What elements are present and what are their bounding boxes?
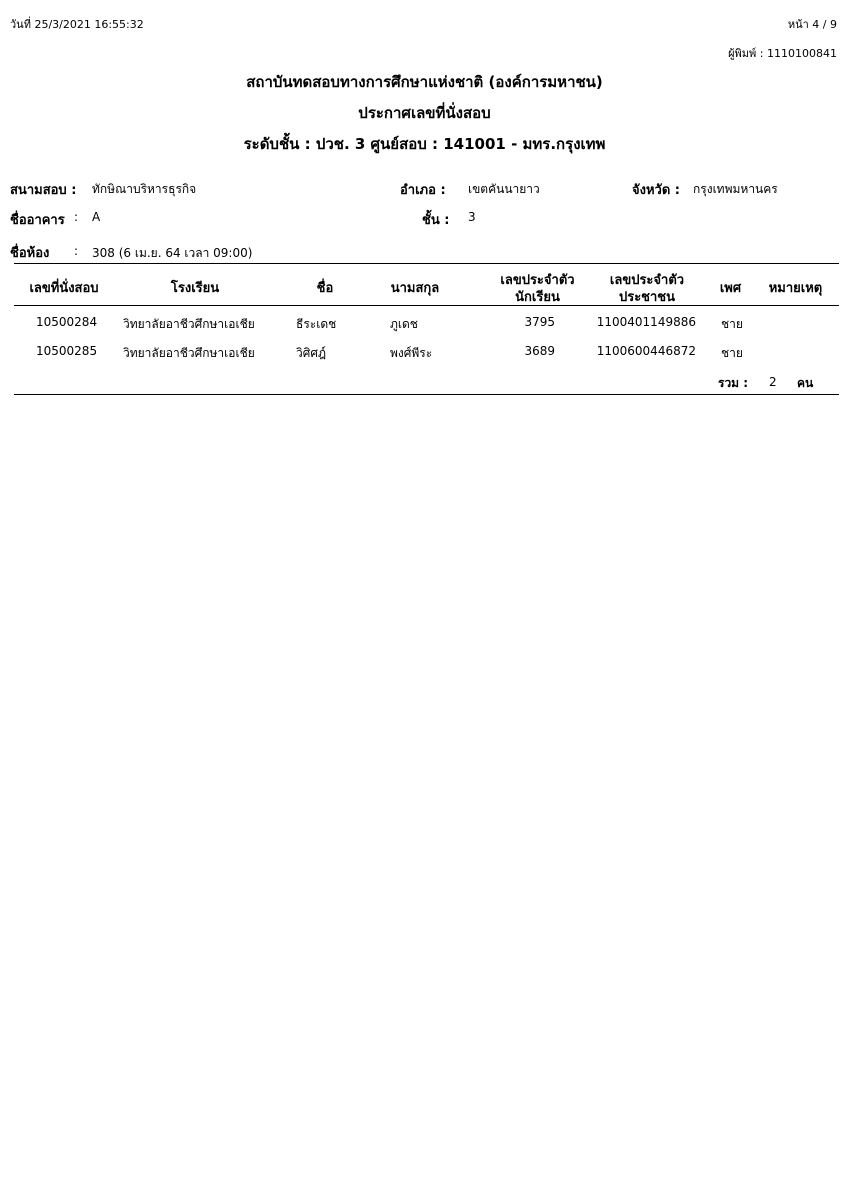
room-label: ชื่อห้อง: [10, 246, 50, 261]
table-bottom-rule: [14, 394, 839, 395]
row-seat: 10500284: [36, 315, 98, 329]
page-number: หน้า 4 / 9: [787, 18, 837, 31]
row-gender: ชาย: [721, 346, 743, 360]
building-colon: :: [74, 210, 79, 224]
district-label: อำเภอ :: [400, 183, 446, 198]
row-school: วิทยาลัยอาชีวศึกษาเอเชีย: [123, 317, 255, 331]
district-value: เขตคันนายาว: [468, 182, 540, 196]
row-student-id: 3689: [524, 344, 555, 358]
row-surname: พงศ์พีระ: [390, 346, 433, 360]
province-label: จังหวัด :: [632, 183, 681, 198]
floor-label: ชั้น :: [422, 213, 450, 228]
row-student-id: 3795: [524, 315, 555, 329]
header-gender: เพศ: [719, 281, 742, 296]
row-citizen-id: 1100600446872: [596, 344, 696, 358]
building-value: A: [92, 210, 101, 224]
header-name: ชื่อ: [316, 281, 334, 296]
row-seat: 10500285: [36, 344, 98, 358]
venue-value: ทักษิณาบริหารธุรกิจ: [92, 182, 197, 196]
room-value: 308 (6 เม.ย. 64 เวลา 09:00): [92, 246, 253, 260]
table-header-rule: [14, 305, 839, 306]
row-surname: ภูเดช: [390, 317, 418, 331]
header-citizen-id-2: ประชาชน: [618, 290, 676, 305]
table-top-rule: [14, 263, 839, 264]
level-center-title: ระดับชั้น : ปวช. 3 ศูนย์สอบ : 141001 - มทร.กรุงเทพ: [243, 135, 606, 153]
header-citizen-id-1: เลขประจำตัว: [609, 273, 685, 288]
print-date: วันที่ 25/3/2021 16:55:32: [10, 18, 144, 31]
header-surname: นามสกุล: [390, 281, 440, 296]
total-unit: คน: [797, 376, 814, 390]
institute-title: สถาบันทดสอบทางการศึกษาแห่งชาติ (องค์การมหาชน): [246, 73, 603, 91]
row-citizen-id: 1100401149886: [596, 315, 696, 329]
announcement-title: ประกาศเลขที่นั่งสอบ: [358, 104, 491, 122]
row-name: ธีระเดช: [296, 317, 337, 331]
header-note: หมายเหตุ: [768, 281, 823, 296]
venue-label: สนามสอบ :: [10, 183, 77, 198]
room-colon: :: [74, 244, 79, 258]
total-label: รวม :: [718, 376, 749, 390]
header-student-id-2: นักเรียน: [515, 290, 560, 305]
province-value: กรุงเทพมหานคร: [693, 182, 778, 196]
header-school: โรงเรียน: [170, 281, 220, 296]
row-school: วิทยาลัยอาชีวศึกษาเอเชีย: [123, 346, 255, 360]
printer-id: ผู้พิมพ์ : 1110100841: [728, 47, 837, 60]
building-label: ชื่ออาคาร: [10, 213, 65, 228]
row-name: วิศิศฎ์: [296, 346, 327, 360]
header-student-id-1: เลขประจำตัว: [500, 273, 575, 288]
floor-value: 3: [468, 210, 476, 224]
total-value: 2: [769, 375, 777, 389]
row-gender: ชาย: [721, 317, 743, 331]
header-seat: เลขที่นั่งสอบ: [29, 281, 99, 296]
